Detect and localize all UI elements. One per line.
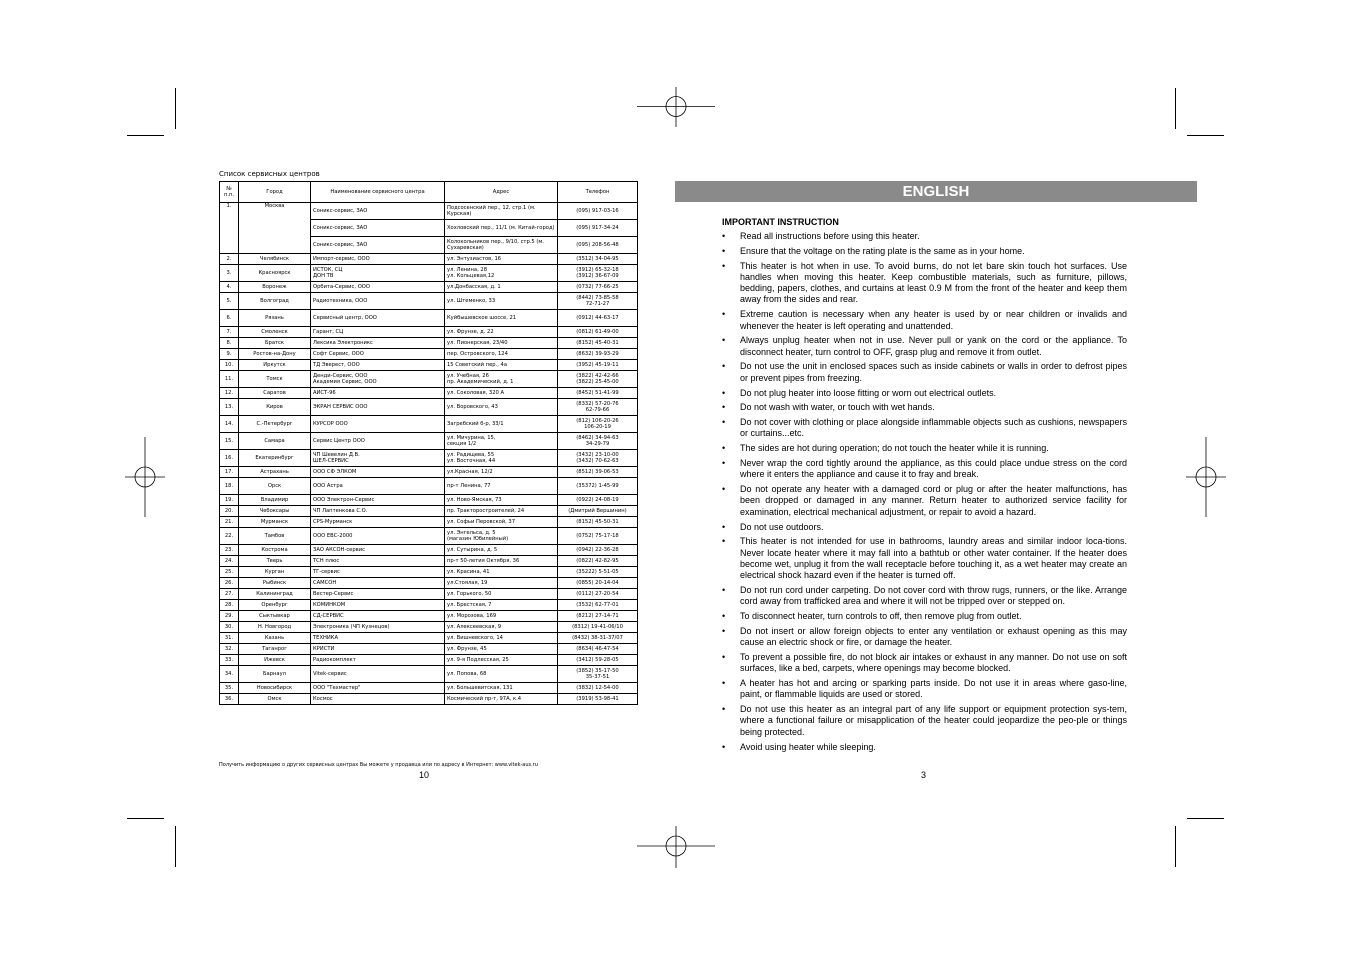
- table-row: [220, 622, 638, 633]
- row-number-cell: 33.: [220, 655, 239, 666]
- phone-cell: (8212) 27-14-71: [558, 611, 638, 622]
- address-cell: Подсосенский пер., 12, стр.1 (м. Курская): [445, 203, 558, 220]
- address-cell: ул.Красная, 12/2: [445, 467, 558, 478]
- table-header-row: [220, 182, 638, 203]
- row-number-cell: 22.: [220, 528, 239, 545]
- registration-mark: [637, 826, 715, 868]
- phone-cell: (0912) 44-63-17: [558, 310, 638, 327]
- row-number-cell: 28.: [220, 600, 239, 611]
- row-number-cell: 12.: [220, 388, 239, 399]
- phone-cell: (0942) 22-36-28: [558, 545, 638, 556]
- table-row: [220, 545, 638, 556]
- address-cell: ул. Учебная, 26 пр. Академический, д. 1: [445, 371, 558, 388]
- city-cell: Курган: [239, 567, 311, 578]
- table-row: [220, 478, 638, 495]
- city-cell: Рязань: [239, 310, 311, 327]
- phone-cell: (0112) 27-20-54: [558, 589, 638, 600]
- phone-cell: (3912) 65-32-18 (3912) 36-67-09: [558, 265, 638, 282]
- table-row: [220, 388, 638, 399]
- instruction-item: • Ensure that the voltage on the rating plate is the same as in your home.: [722, 246, 1127, 257]
- row-number-cell: 23.: [220, 545, 239, 556]
- center-name-cell: Vitek-сервис: [311, 666, 445, 683]
- phone-cell: (8152) 45-50-31: [558, 517, 638, 528]
- instruction-item: • Do not use this heater as an integral part of any life support or equipment protection sys-tem, where a functional failure or misapplication of the heater could jeopardize the peo-ple or things being protected.: [722, 704, 1127, 738]
- instruction-item: • To prevent a possible fire, do not block air intakes or exhaust in any manner. Do not use on soft surfaces, like a bed, carpets, where openings may become blocked.: [722, 652, 1127, 675]
- city-cell: Владимир: [239, 495, 311, 506]
- city-cell: Казань: [239, 633, 311, 644]
- address-cell: ул. 9-я Подлесская, 25: [445, 655, 558, 666]
- address-cell: ул. Ново-Ямская, 73: [445, 495, 558, 506]
- phone-cell: (3832) 12-54-00: [558, 683, 638, 694]
- address-cell: ул. Мичурина, 15, секция 1/2: [445, 433, 558, 450]
- city-cell: Воронеж: [239, 282, 311, 293]
- center-name-cell: Лексика Электроникс: [311, 338, 445, 349]
- address-cell: ул. Ленина, 28 ул. Кольцевая,12: [445, 265, 558, 282]
- address-cell: ул. Пионерская, 23/40: [445, 338, 558, 349]
- center-name-cell: САМСОН: [311, 578, 445, 589]
- table-row: [220, 528, 638, 545]
- crop-mark: [127, 818, 164, 819]
- table-row: [220, 578, 638, 589]
- instruction-item: • This heater is hot when in use. To avoid burns, do not let bare skin touch hot surfaces. Use handles when moving this heater. Keep combustible materials, such as furniture, pillows, bedding, papers, clothes, and curtains at least 0.9 M from the front of the heater and keep them away from the sides and rear.: [722, 261, 1127, 306]
- table-row: [220, 666, 638, 683]
- row-number-cell: 24.: [220, 556, 239, 567]
- instruction-item: • Do not use the unit in enclosed spaces such as inside cabinets or walls in order to defrost pipes or prevent pipes from freezing.: [722, 361, 1127, 384]
- header-city: Город: [239, 182, 311, 203]
- row-number-cell: 25.: [220, 567, 239, 578]
- center-name-cell: КОМИНКОМ: [311, 600, 445, 611]
- center-name-cell: Орбита-Сервис, ООО: [311, 282, 445, 293]
- crop-mark: [1187, 818, 1224, 819]
- row-number-cell: 3.: [220, 265, 239, 282]
- page-number-right: 3: [921, 770, 927, 780]
- phone-cell: (8442) 73-85-58 72-71-27: [558, 293, 638, 310]
- center-name-cell: АИСТ-96: [311, 388, 445, 399]
- row-number-cell: 4.: [220, 282, 239, 293]
- row-number-cell: 34.: [220, 666, 239, 683]
- phone-cell: (3512) 34-04-95: [558, 254, 638, 265]
- instruction-item: • Do not plug heater into loose fitting or worn out electrical outlets.: [722, 388, 1127, 399]
- table-row: [220, 694, 638, 705]
- center-name-cell: ООО ЕВС-2000: [311, 528, 445, 545]
- city-cell: Красноярск: [239, 265, 311, 282]
- crop-mark: [1175, 826, 1176, 867]
- table-row: [220, 506, 638, 517]
- row-number-cell: 35.: [220, 683, 239, 694]
- city-cell: Киров: [239, 399, 311, 416]
- phone-cell: (0922) 24-08-19: [558, 495, 638, 506]
- crop-mark: [175, 826, 176, 867]
- table-row: [220, 371, 638, 388]
- phone-cell: (812) 106-20-26 106-20-19: [558, 416, 638, 433]
- center-name-cell: Софт Сервис, ООО: [311, 349, 445, 360]
- row-number-cell: 31.: [220, 633, 239, 644]
- address-cell: ул. Энтузиастов, 16: [445, 254, 558, 265]
- address-cell: ул.Стоялая, 19: [445, 578, 558, 589]
- row-number-cell: 29.: [220, 611, 239, 622]
- city-cell: Саратов: [239, 388, 311, 399]
- address-cell: Космический пр-т, 97А, к.4: [445, 694, 558, 705]
- center-name-cell: ЧП Шевелин Д.В. ШЕЛ-СЕРВИС: [311, 450, 445, 467]
- city-cell: Барнаул: [239, 666, 311, 683]
- phone-cell: (0822) 42-82-95: [558, 556, 638, 567]
- header-center-name: Наименование сервисного центра: [311, 182, 445, 203]
- table-row: [220, 310, 638, 327]
- address-cell: ул. Алексеевская, 9: [445, 622, 558, 633]
- city-cell: Рыбинск: [239, 578, 311, 589]
- table-row: [220, 655, 638, 666]
- address-cell: ул. Фрунзе, 45: [445, 644, 558, 655]
- phone-cell: (8512) 39-06-53: [558, 467, 638, 478]
- header-address: Адрес: [445, 182, 558, 203]
- row-number-cell: 9.: [220, 349, 239, 360]
- city-cell: Смоленск: [239, 327, 311, 338]
- center-name-cell: Денди-Сервис, ООО Академия Сервис, ООО: [311, 371, 445, 388]
- instruction-item: • A heater has hot and arcing or sparking parts inside. Do not use it in areas where gaso-line, paint, or flammable liquids are used or stored.: [722, 678, 1127, 701]
- instruction-item: • Extreme caution is necessary when any heater is used by or near children or invalids and whenever the heater is left operating and unattended.: [722, 309, 1127, 332]
- table-row: [220, 416, 638, 433]
- city-cell: Волгоград: [239, 293, 311, 310]
- phone-cell: (35372) 1-45-99: [558, 478, 638, 495]
- table-row: [220, 517, 638, 528]
- instruction-item: • Do not operate any heater with a damaged cord or plug or after the heater malfunctions, has been dropped or damaged in any manner. Return heater to authorized service facility for examination, electrical mechanical adjustment, or repair to avoid a hazard.: [722, 484, 1127, 518]
- center-name-cell: СД-СЕРВИС: [311, 611, 445, 622]
- address-cell: ул. Попова, 68: [445, 666, 558, 683]
- row-number-cell: 20.: [220, 506, 239, 517]
- center-name-cell: ЭКРАН СЕРВИС ООО: [311, 399, 445, 416]
- center-name-cell: Вестер-Сервис: [311, 589, 445, 600]
- table-row: [220, 600, 638, 611]
- crop-mark: [175, 88, 176, 129]
- city-cell: Кострома: [239, 545, 311, 556]
- row-number-cell: 30.: [220, 622, 239, 633]
- table-row: [220, 254, 638, 265]
- row-number-cell: 18.: [220, 478, 239, 495]
- address-cell: Загребский б-р, 33/1: [445, 416, 558, 433]
- row-number-cell: 26.: [220, 578, 239, 589]
- row-number-cell: 17.: [220, 467, 239, 478]
- city-cell: Ижевск: [239, 655, 311, 666]
- instruction-item: • Do not insert or allow foreign objects to enter any ventilation or exhaust opening as this may cause an electric shock or fire, or damage the heater.: [722, 626, 1127, 649]
- city-cell: Омск: [239, 694, 311, 705]
- phone-cell: (8312) 19-41-06/10: [558, 622, 638, 633]
- center-name-cell: ТСН плюс: [311, 556, 445, 567]
- phone-cell: (095) 917-03-16: [558, 203, 638, 220]
- instruction-item: • Avoid using heater while sleeping.: [722, 742, 1127, 753]
- phone-cell: (35222) 5-51-05: [558, 567, 638, 578]
- phone-cell: (8634) 46-47-54: [558, 644, 638, 655]
- center-name-cell: ООО Электрон-Сервис: [311, 495, 445, 506]
- table-row: [220, 611, 638, 622]
- section-title: IMPORTANT INSTRUCTION: [722, 217, 839, 227]
- center-name-cell: Соникс-сервис, ЗАО: [311, 203, 445, 220]
- phone-cell: (8452) 51-41-99: [558, 388, 638, 399]
- city-cell: Астрахань: [239, 467, 311, 478]
- row-number-cell: 7.: [220, 327, 239, 338]
- instruction-item: • Do not run cord under carpeting. Do not cover cord with throw rugs, runners, or the like. Arrange cord away from trafficked area and where it will not be tripped over or stepped on.: [722, 585, 1127, 608]
- instruction-item: • Do not cover with clothing or place alongside inflammable objects such as cushions, newspapers or curtains...etc.: [722, 417, 1127, 440]
- phone-cell: (3822) 42-42-66 (3822) 25-45-00: [558, 371, 638, 388]
- row-number-cell: 1.: [220, 203, 239, 254]
- address-cell: ул. Сутырина, д. 5: [445, 545, 558, 556]
- phone-cell: (8152) 45-40-31: [558, 338, 638, 349]
- crop-mark: [127, 135, 164, 136]
- center-name-cell: Радиотехника, ООО: [311, 293, 445, 310]
- table-row: [220, 338, 638, 349]
- table-row: [220, 203, 638, 220]
- language-heading: ENGLISH: [675, 181, 1197, 202]
- city-cell: Самара: [239, 433, 311, 450]
- phone-cell: (0812) 61-49-00: [558, 327, 638, 338]
- city-cell: Таганрог: [239, 644, 311, 655]
- city-cell: Челябинск: [239, 254, 311, 265]
- address-cell: ул. Радищева, 55 ул. Восточная, 44: [445, 450, 558, 467]
- city-cell: Братск: [239, 338, 311, 349]
- center-name-cell: ООО Астра: [311, 478, 445, 495]
- row-number-cell: 16.: [220, 450, 239, 467]
- phone-cell: (095) 208-56-48: [558, 237, 638, 254]
- table-row: [220, 467, 638, 478]
- table-row: [220, 360, 638, 371]
- center-name-cell: CPS-Мурманск: [311, 517, 445, 528]
- table-row: [220, 327, 638, 338]
- address-cell: ул. Вишневского, 14: [445, 633, 558, 644]
- city-cell: Тверь: [239, 556, 311, 567]
- center-name-cell: ИСТОК, СЦ ДОН ТВ: [311, 265, 445, 282]
- header-phone: Телефон: [558, 182, 638, 203]
- address-cell: ул. Энгельса, д. 5 (магазин Юбилейный): [445, 528, 558, 545]
- table-row: [220, 633, 638, 644]
- center-name-cell: ТЕХНИКА: [311, 633, 445, 644]
- address-cell: ул. Красина, 41: [445, 567, 558, 578]
- center-name-cell: Сервисный центр, ООО: [311, 310, 445, 327]
- phone-cell: (8432) 38-31-37/07: [558, 633, 638, 644]
- table-row: [220, 589, 638, 600]
- center-name-cell: ЧП Лаптенкова С.О.: [311, 506, 445, 517]
- instruction-list: [722, 231, 1127, 756]
- row-number-cell: 5.: [220, 293, 239, 310]
- center-name-cell: Импорт-сервис, ООО: [311, 254, 445, 265]
- phone-cell: (8332) 57-20-76 62-79-66: [558, 399, 638, 416]
- instruction-item: • Always unplug heater when not in use. Never pull or yank on the cord or the appliance. To disconnect heater, turn control to OFF, grasp plug and remove it from outlet.: [722, 335, 1127, 358]
- city-cell: Сыктывкар: [239, 611, 311, 622]
- address-cell: ул. Морозова, 169: [445, 611, 558, 622]
- table-row: [220, 349, 638, 360]
- table-row: [220, 433, 638, 450]
- table-row: [220, 683, 638, 694]
- center-name-cell: Сервис Центр ООО: [311, 433, 445, 450]
- city-cell: Ростов-на-Дону: [239, 349, 311, 360]
- city-cell: Новосибирск: [239, 683, 311, 694]
- center-name-cell: Соникс-сервис, ЗАО: [311, 220, 445, 237]
- phone-cell: (3952) 45-19-11: [558, 360, 638, 371]
- instruction-item: • The sides are hot during operation; do not touch the heater while it is running.: [722, 443, 1127, 454]
- phone-cell: (095) 917-34-24: [558, 220, 638, 237]
- address-cell: ул. Фрунзе, д. 22: [445, 327, 558, 338]
- city-cell: Томск: [239, 371, 311, 388]
- center-name-cell: Космос: [311, 694, 445, 705]
- phone-cell: (3432) 23-10-00 (3432) 70-62-63: [558, 450, 638, 467]
- crop-mark: [1187, 135, 1224, 136]
- address-cell: Куйбышевское шоссе, 21: [445, 310, 558, 327]
- table-body: [220, 203, 638, 705]
- center-name-cell: Электроника (ЧП Кузнецов): [311, 622, 445, 633]
- center-name-cell: ООО "Техмастер": [311, 683, 445, 694]
- header-number: № п.п.: [220, 182, 239, 203]
- phone-cell: (8632) 39-93-29: [558, 349, 638, 360]
- phone-cell: (3852) 35-17-50 35-37-51: [558, 666, 638, 683]
- city-cell: Иркутск: [239, 360, 311, 371]
- registration-mark: [125, 437, 165, 517]
- address-cell: пр-т Ленина, 77: [445, 478, 558, 495]
- table-row: [220, 265, 638, 282]
- table-row: [220, 282, 638, 293]
- center-name-cell: ООО СФ ЭЛКОМ: [311, 467, 445, 478]
- address-cell: ул. Софьи Перовской, 37: [445, 517, 558, 528]
- row-number-cell: 8.: [220, 338, 239, 349]
- row-number-cell: 11.: [220, 371, 239, 388]
- row-number-cell: 27.: [220, 589, 239, 600]
- service-centers-caption: Список сервисных центров: [219, 170, 320, 178]
- row-number-cell: 6.: [220, 310, 239, 327]
- address-cell: ул. Соколовая, 320 А: [445, 388, 558, 399]
- center-name-cell: Соникс-сервис, ЗАО: [311, 237, 445, 254]
- center-name-cell: ТГ-сервис: [311, 567, 445, 578]
- address-cell: Хохловский пер., 11/1 (м. Китай-город): [445, 220, 558, 237]
- address-cell: ул. Горького, 50: [445, 589, 558, 600]
- phone-cell: (0732) 77-66-25: [558, 282, 638, 293]
- page-number-left: 10: [419, 770, 430, 780]
- center-name-cell: ТД Эверест, ООО: [311, 360, 445, 371]
- table-row: [220, 567, 638, 578]
- row-number-cell: 13.: [220, 399, 239, 416]
- phone-cell: (8462) 34-94-63 34-29-79: [558, 433, 638, 450]
- center-name-cell: Гарант, СЦ: [311, 327, 445, 338]
- center-name-cell: Радиокомплект: [311, 655, 445, 666]
- phone-cell: (Дмитрий Вершинин): [558, 506, 638, 517]
- center-name-cell: КУРСОР ООО: [311, 416, 445, 433]
- address-cell: Колокольников пер., 9/10, стр.5 (м. Сухаревская): [445, 237, 558, 254]
- city-cell: Екатеринбург: [239, 450, 311, 467]
- address-cell: пр-т 50-летия Октября, 36: [445, 556, 558, 567]
- table-row: [220, 644, 638, 655]
- center-name-cell: КРИСТИ: [311, 644, 445, 655]
- row-number-cell: 2.: [220, 254, 239, 265]
- row-number-cell: 36.: [220, 694, 239, 705]
- address-cell: ул.Донбасская, д. 1: [445, 282, 558, 293]
- address-cell: 15 Советский пер., 4а: [445, 360, 558, 371]
- address-cell: ул. Брестская, 7: [445, 600, 558, 611]
- table-row: [220, 495, 638, 506]
- city-cell: Тамбов: [239, 528, 311, 545]
- table-row: [220, 399, 638, 416]
- row-number-cell: 32.: [220, 644, 239, 655]
- instruction-item: • Never wrap the cord tightly around the appliance, as this could place undue stress on the cord where it enters the appliance and cause it to fray and break.: [722, 458, 1127, 481]
- city-cell: Оренбург: [239, 600, 311, 611]
- row-number-cell: 19.: [220, 495, 239, 506]
- city-cell: С.-Петербург: [239, 416, 311, 433]
- address-cell: пер. Островского, 124: [445, 349, 558, 360]
- city-cell: Орск: [239, 478, 311, 495]
- service-centers-table: [219, 181, 638, 705]
- instruction-item: • This heater is not intended for use in bathrooms, laundry areas and similar indoor loca-tions. Never locate heater where it may fall into a bathtub or other water container. If the heater does become wet, unplug it from the wall receptacle before touching it, as a wet heater may create an electrical shock hazard even if the heater is turned off.: [722, 536, 1127, 581]
- address-cell: ул. Воровского, 43: [445, 399, 558, 416]
- instruction-item: • To disconnect heater, turn controls to off, then remove plug from outlet.: [722, 611, 1127, 622]
- city-cell: Москва: [239, 203, 311, 254]
- row-number-cell: 10.: [220, 360, 239, 371]
- city-cell: Калининград: [239, 589, 311, 600]
- phone-cell: (3412) 59-28-05: [558, 655, 638, 666]
- row-number-cell: 15.: [220, 433, 239, 450]
- registration-mark: [1186, 437, 1226, 517]
- registration-mark: [637, 87, 715, 127]
- service-centers-footnote: Получить информацию о других сервисных центрах Вы можете у продавца или по адресу в Интернет: www.vitek-aus.ru: [219, 762, 538, 768]
- address-cell: ул. Большевитская, 131: [445, 683, 558, 694]
- row-number-cell: 21.: [220, 517, 239, 528]
- phone-cell: (3919) 53-98-41: [558, 694, 638, 705]
- instruction-item: • Do not use outdoors.: [722, 522, 1127, 533]
- phone-cell: (3532) 62-77-01: [558, 600, 638, 611]
- city-cell: Чебоксары: [239, 506, 311, 517]
- phone-cell: (0855) 20-14-04: [558, 578, 638, 589]
- address-cell: пр. Тракторостроителей, 24: [445, 506, 558, 517]
- row-number-cell: 14.: [220, 416, 239, 433]
- phone-cell: (0752) 75-17-18: [558, 528, 638, 545]
- center-name-cell: ЗАО АКСОН-сервис: [311, 545, 445, 556]
- city-cell: Мурманск: [239, 517, 311, 528]
- instruction-item: • Do not wash with water, or touch with wet hands.: [722, 402, 1127, 413]
- table-row: [220, 556, 638, 567]
- crop-mark: [1175, 88, 1176, 129]
- address-cell: ул. Штеменко, 33: [445, 293, 558, 310]
- city-cell: Н. Новгород: [239, 622, 311, 633]
- table-row: [220, 450, 638, 467]
- table-row: [220, 293, 638, 310]
- instruction-item: • Read all instructions before using this heater.: [722, 231, 1127, 242]
